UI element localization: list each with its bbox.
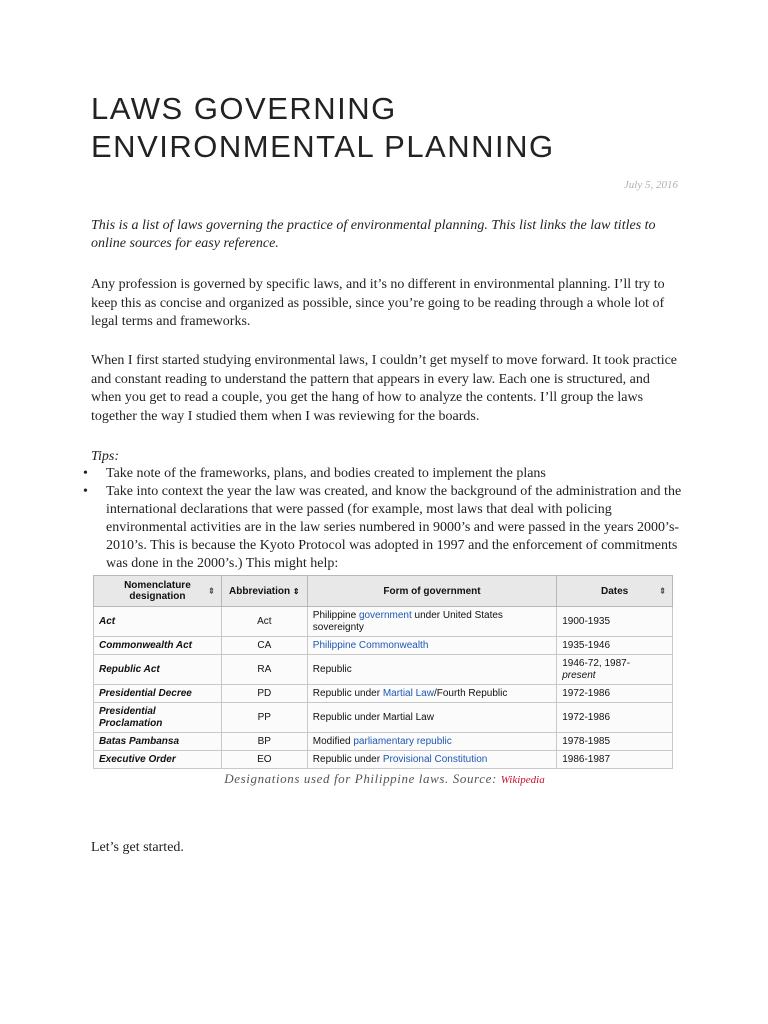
cell-dates: 1972-1986 (557, 685, 673, 703)
gov-link[interactable]: parliamentary republic (353, 735, 452, 747)
header-label: Dates (600, 585, 629, 597)
cell-designation: Commonwealth Act (94, 637, 222, 655)
sort-icon[interactable]: ⇕ (208, 586, 215, 596)
table-row (94, 703, 673, 733)
cell-designation: Presidential Proclamation (94, 703, 222, 733)
intro-paragraph: This is a list of laws governing the practice of environmental planning. This list links the law titles to online sources for easy reference. (91, 218, 656, 251)
gov-text: under United States sovereignty (312, 609, 503, 633)
cell-dates (557, 655, 673, 685)
dates-text: 1946-72, 1987- (562, 657, 631, 669)
cell-dates: 1935-1946 (557, 637, 673, 655)
cell-abbreviation: PD (221, 685, 307, 703)
bullet-icon: • (83, 466, 88, 481)
header-label: Form of government (383, 585, 481, 597)
caption-text: Designations used for Philippine laws. Source: (224, 771, 501, 786)
cell-dates: 1900-1935 (557, 607, 673, 637)
cell-government: Republic under Martial Law (307, 703, 556, 733)
gov-text: /Fourth Republic (433, 687, 508, 699)
sort-icon[interactable]: ⇕ (292, 586, 300, 596)
title-line-2: ENVIRONMENTAL PLANNING (91, 129, 555, 164)
designations-table (93, 575, 673, 769)
cell-designation: Presidential Decree (94, 685, 222, 703)
cell-designation: Act (94, 607, 222, 637)
cell-government (307, 733, 556, 751)
cell-abbreviation: CA (221, 637, 307, 655)
column-header-dates[interactable] (557, 576, 673, 607)
title-line-1: LAWS GOVERNING (91, 91, 397, 126)
cell-government: Republic (307, 655, 556, 685)
cell-designation: Batas Pambansa (94, 733, 222, 751)
column-header-designation[interactable] (94, 576, 222, 607)
body-paragraph-2: When I first started studying environmental laws, I couldn’t get myself to move forward. It took practice and constant reading to understand the pattern that appears in every law. Each one is structured, and when you get to read a couple, you get the hang of how to analyze the contents. I’ll group the laws together the way I studied them when I was reviewing for the boards. (91, 353, 678, 424)
bullet-icon: • (83, 484, 88, 499)
table-row (94, 733, 673, 751)
source-link[interactable]: Wikipedia (500, 774, 545, 786)
gov-text: Republic under (312, 687, 383, 699)
sort-icon[interactable]: ⇕ (659, 586, 666, 596)
closing-paragraph: Let’s get started. (91, 840, 184, 855)
cell-abbreviation: PP (221, 703, 307, 733)
table-body (94, 607, 673, 769)
gov-link[interactable]: Philippine Commonwealth (312, 639, 429, 651)
designations-table-container (93, 575, 673, 769)
page-title (91, 90, 678, 166)
gov-text: Modified (312, 735, 354, 747)
cell-government (307, 751, 556, 769)
cell-government (307, 685, 556, 703)
gov-link[interactable]: Provisional Constitution (382, 753, 488, 765)
tip-text: Take into context the year the law was created, and know the background of the administration and the international declarations that were passed (for example, most laws that deal with policing environmental activities are in the law series numbered in 9000’s and were passed in the years 2000’s-2010’s. This is because the Kyoto Protocol was adopted in 1997 and the enforcement of commitments was done in the 2000’s.) This might help: (106, 484, 682, 571)
tip-item (83, 465, 691, 483)
cell-designation: Executive Order (94, 751, 222, 769)
tip-item (83, 483, 691, 573)
header-label: Nomenclature designation (124, 580, 191, 602)
cell-dates: 1972-1986 (557, 703, 673, 733)
table-row (94, 637, 673, 655)
gov-text: Philippine (312, 609, 359, 621)
cell-abbreviation: EO (221, 751, 307, 769)
cell-dates: 1978-1985 (557, 733, 673, 751)
header-label: Abbreviation (229, 585, 291, 597)
tips-list (83, 465, 691, 573)
tip-text: Take note of the frameworks, plans, and bodies created to implement the plans (106, 466, 546, 481)
table-header-row (94, 576, 673, 607)
table-row (94, 607, 673, 637)
gov-link[interactable]: Martial Law (382, 687, 434, 699)
cell-abbreviation: BP (221, 733, 307, 751)
dates-present: present (562, 669, 596, 681)
gov-link[interactable]: government (358, 609, 412, 621)
cell-designation: Republic Act (94, 655, 222, 685)
body-paragraph-1: Any profession is governed by specific laws, and it’s no different in environmental planning. I’ll try to keep this as concise and organized as possible, since you’re going to be reading through a whole lot of legal terms and frameworks. (91, 277, 665, 329)
table-row (94, 751, 673, 769)
table-caption (91, 771, 678, 787)
column-header-abbreviation[interactable] (221, 576, 307, 607)
cell-government (307, 607, 556, 637)
tips-label: Tips: (91, 449, 120, 464)
cell-abbreviation: RA (221, 655, 307, 685)
cell-government (307, 637, 556, 655)
table-row (94, 655, 673, 685)
table-row (94, 685, 673, 703)
gov-text: Republic under (312, 753, 383, 765)
post-date: July 5, 2016 (623, 179, 678, 191)
column-header-government (307, 576, 556, 607)
cell-abbreviation: Act (221, 607, 307, 637)
cell-dates: 1986-1987 (557, 751, 673, 769)
